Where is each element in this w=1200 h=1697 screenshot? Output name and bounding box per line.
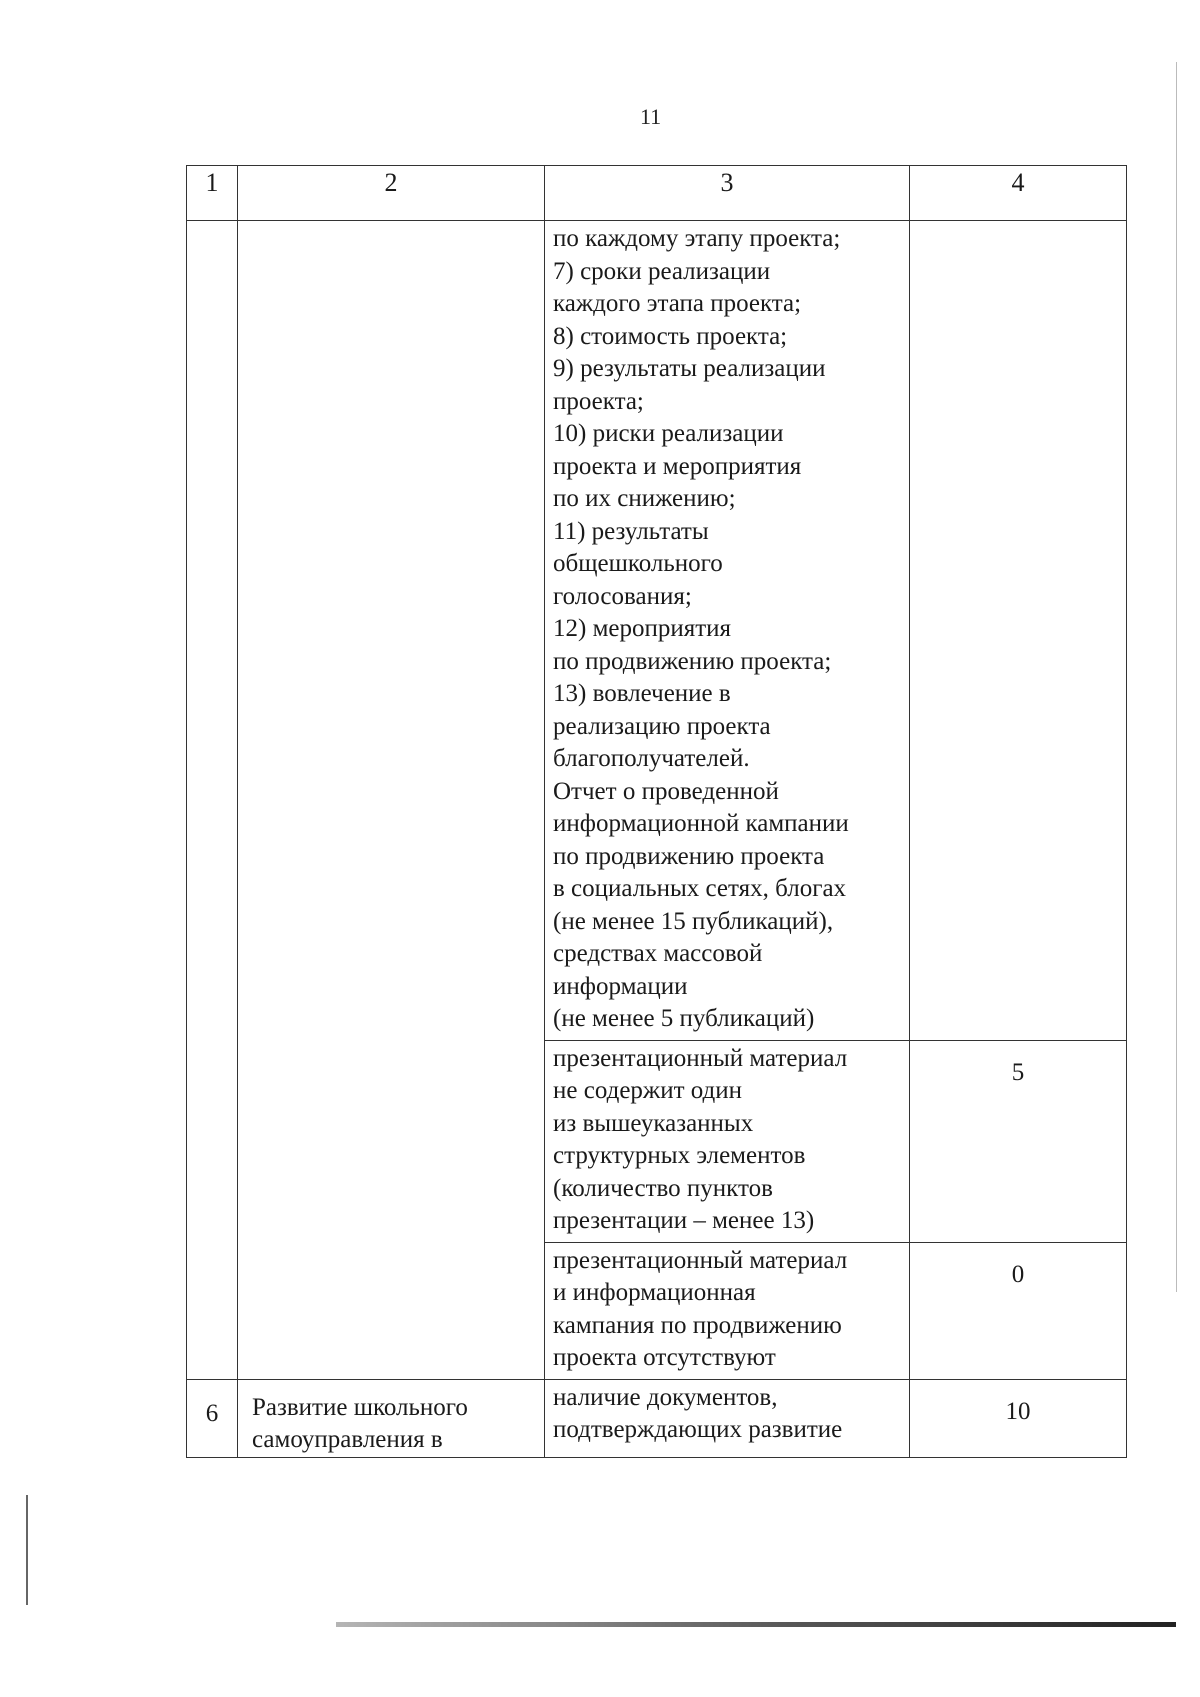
header-col-2: 2 (238, 166, 545, 221)
scan-margin-line (1176, 62, 1177, 1292)
score-cell: 0 (910, 1242, 1127, 1379)
criterion-name-cell (238, 221, 545, 1380)
scan-artifact-left (26, 1495, 28, 1605)
score-cell (910, 221, 1127, 1041)
header-col-1: 1 (187, 166, 238, 221)
score-cell: 10 (910, 1379, 1127, 1457)
criteria-cell: презентационный материал не содержит один из вышеуказанных структурных элементов (количество пунктов презентации – менее 13) (545, 1040, 910, 1242)
row-number-cell: 6 (187, 1379, 238, 1457)
score-cell: 5 (910, 1040, 1127, 1242)
scan-artifact-bottom (336, 1622, 1176, 1627)
row-number-cell (187, 221, 238, 1380)
criteria-cell: наличие документов, подтверждающих развитие (545, 1379, 910, 1457)
header-row (187, 166, 1127, 221)
criterion-name-cell: Развитие школьного самоуправления в (238, 1379, 545, 1457)
criteria-table (186, 165, 1127, 1458)
header-col-4: 4 (910, 166, 1127, 221)
criteria-cell: по каждому этапу проекта; 7) сроки реализации каждого этапа проекта; 8) стоимость проекта; 9) результаты реализации проекта; 10) риски реализации проекта и мероприятия по их снижению; 11) результаты общешкольного голосования; 12) мероприятия по продвижению проекта; 13) вовлечение в реализацию проекта благополучателей. Отчет о проведенной информационной кампании по продвижению проекта в социальных сетях, блогах (не менее 15 публикаций), средствах массовой информации (не менее 5 публикаций) (545, 221, 910, 1041)
page-number: 11 (640, 104, 662, 129)
header-col-3: 3 (545, 166, 910, 221)
table-row (187, 221, 1127, 1041)
table-row (187, 1379, 1127, 1457)
criteria-cell: презентационный материал и информационная кампания по продвижению проекта отсутствуют (545, 1242, 910, 1379)
